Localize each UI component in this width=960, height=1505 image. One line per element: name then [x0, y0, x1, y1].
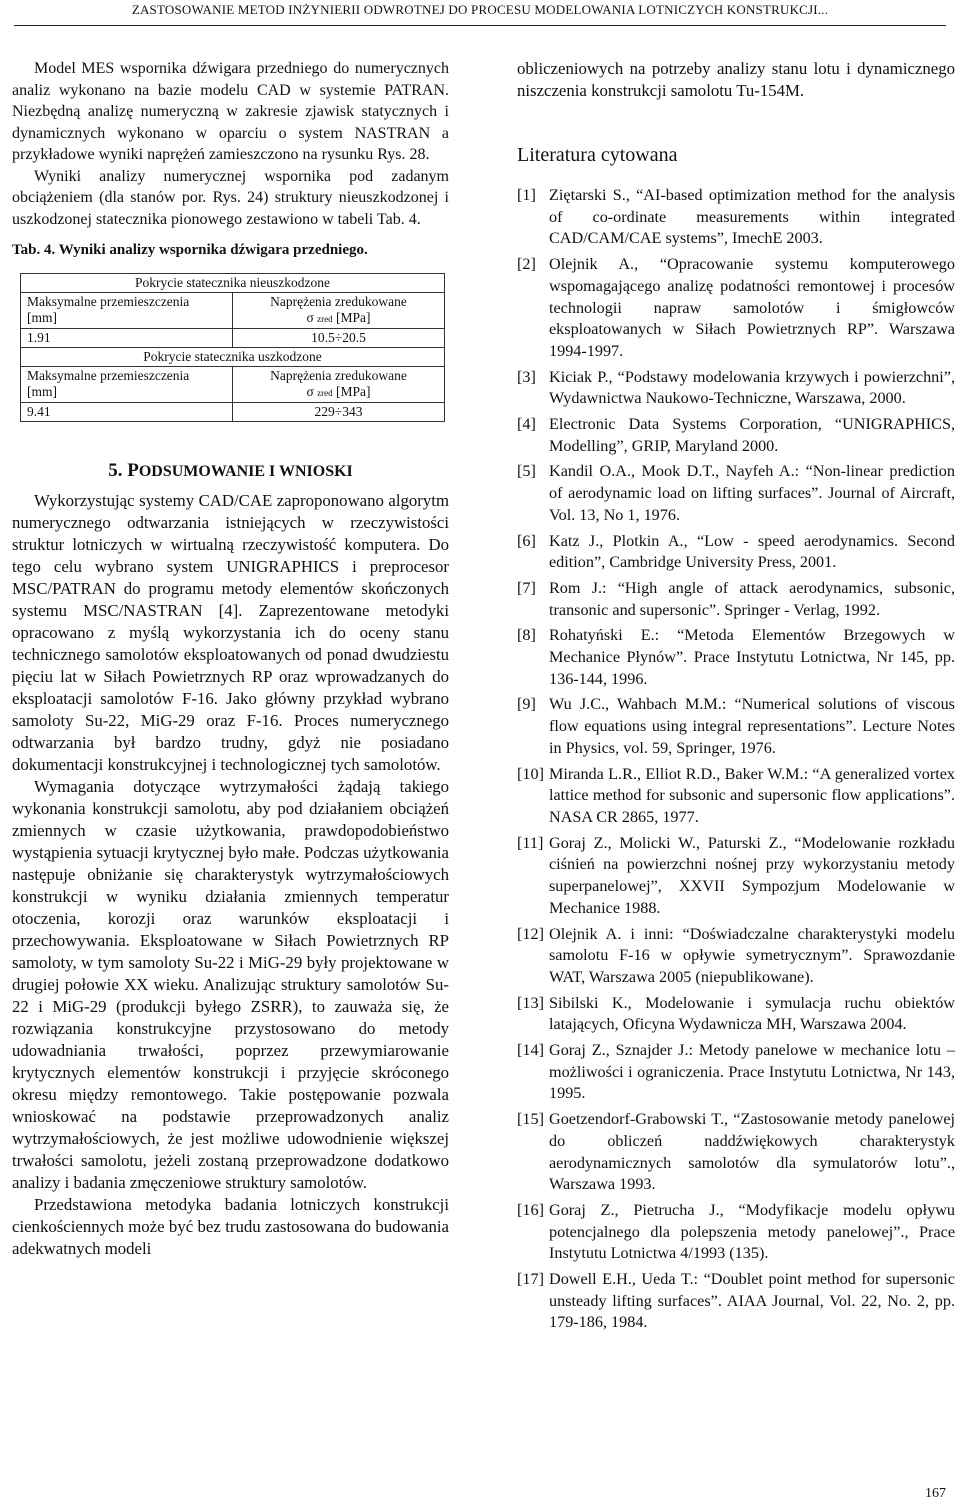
column-header-displacement [21, 293, 233, 329]
table-cell: 9.41 [21, 403, 233, 422]
displacement-label: Maksymalne przemieszczenia [27, 368, 190, 383]
section-title-rest: ODSUMOWANIE I WNIOSKI [138, 463, 353, 480]
reference-number: [4] [517, 415, 536, 434]
reference-item [517, 625, 955, 690]
table-header-row [21, 293, 445, 329]
reference-text: Rom J.: “High angle of attack aerodynamics, subsonic, transonic and supersonic”. Springer - Verlag, 1992. [549, 578, 955, 619]
reference-number: [8] [517, 626, 536, 645]
reference-item [517, 367, 955, 410]
reference-item [517, 924, 955, 989]
reference-text: Goetzendorf-Grabowski T., “Zastosowanie metody panelowej do obliczeń naddźwiękowych charakterystyk aerodynamicznych samolotów dla symulatorów lotu”., Warszawa 1993. [549, 1110, 955, 1194]
reference-text: Miranda L.R., Elliot R.D., Baker W.M.: “A generalized vortex lattice method for subsonic and supersonic flow applications”. NASA CR 2865, 1977. [549, 764, 955, 826]
reference-number: [15] [517, 1110, 544, 1129]
reference-item [517, 461, 955, 526]
references-list [517, 185, 955, 1334]
reference-item [517, 1269, 955, 1334]
reference-item [517, 694, 955, 759]
displacement-label: Maksymalne przemieszczenia [27, 294, 190, 309]
reference-text: Olejnik A. i inni: “Doświadczalne charakterystyki modelu samolotu F-16 w opływie symetrycznym”. Sprawozdanie WAT, Warszawa 2005 (niepublikowane). [549, 924, 955, 986]
reference-text: Wu J.C., Wahbach M.M.: “Numerical solutions of viscous flow equations using integral representations”. Lecture Notes in Physics, vol. 59, Springer, 1976. [549, 695, 955, 757]
reference-text: Electronic Data Systems Corporation, “UNIGRAPHICS, Modelling”, GRIP, Maryland 2000. [549, 415, 955, 455]
table-caption: Tab. 4. Wyniki analizy wspornika dźwigara przedniego. [12, 242, 368, 258]
sigma-subscript: zred [317, 314, 333, 324]
stress-unit: [MPa] [336, 310, 371, 325]
left-column [12, 58, 449, 1260]
table-cell: 1.91 [21, 329, 233, 348]
reference-number: [9] [517, 695, 536, 714]
displacement-unit: [mm] [27, 384, 57, 399]
right-column [517, 58, 955, 1338]
reference-text: Dowell E.H., Ueda T.: “Doublet point method for supersonic unsteady lifting surfaces”. AIAA Journal, Vol. 22, No. 2, pp. 179-186, 1984. [549, 1270, 955, 1332]
section-heading-conclusions [12, 460, 449, 482]
reference-number: [6] [517, 531, 536, 550]
reference-item [517, 531, 955, 574]
reference-number: [17] [517, 1270, 544, 1289]
paragraph-analysis-results: Wyniki analizy numerycznej wspornika pod zadanym obciążeniem (dla stanów por. Rys. 24) struktury nieuszkodzonej i uszkodzonej statecznika pionowego zestawiono w tabeli Tab. 4. [12, 167, 449, 228]
reference-number: [2] [517, 255, 536, 274]
table-cell: 229÷343 [233, 403, 445, 422]
stress-label: Naprężenia zredukowane [270, 294, 407, 309]
reference-text: Olejnik A., “Opracowanie systemu komputerowego wspomagającego analizę podatności remontowej i procesów technologii napraw samolotów i śmigłowców eksploatowanych w Siłach Powietrznych RP”. Warszawa 1994-1997. [549, 255, 955, 360]
reference-number: [13] [517, 993, 544, 1012]
paragraph-mes-model: Model MES wspornika dźwigara przedniego do numerycznych analiz wykonano na bazie modelu CAD w systemie PATRAN. Niezbędną analizę numeryczną w zakresie zjawisk statycznych i dynamicznych wykonano w oparciu o system NASTRAN a przykładowe wyniki naprężeń zamieszczono na rysunku Rys. 28. [12, 60, 449, 163]
reference-item [517, 254, 955, 363]
stress-unit: [MPa] [336, 384, 371, 399]
reference-text: Kiciak P., “Podstawy modelowania krzywych i powierzchni”, Wydawnictwa Naukowo-Techniczne, Warszawa, 2000. [549, 367, 955, 408]
reference-text: Sibilski K., Modelowanie i symulacja ruchu obiektów latających, Oficyna Wydawnicza MH, Warszawa 2004. [549, 993, 955, 1034]
reference-text: Kandil O.A., Mook D.T., Nayfeh A.: “Non-linear prediction of aerodynamic load on lifting surfaces”. Journal of Aircraft, Vol. 13, No 1, 1976. [549, 462, 955, 524]
stress-label: Naprężenia zredukowane [270, 368, 407, 383]
column-header-stress [233, 367, 445, 403]
paragraph-continuation: obliczeniowych na potrzeby analizy stanu lotu i dynamicznego niszczenia konstrukcji samolotu Tu-154M. [517, 59, 955, 100]
paragraph-summary-1: Wykorzystując systemy CAD/CAE zaproponowano algorytm numerycznego odtwarzania istniejących w rzeczywistości struktur lotniczych w wirtualną rzeczywistość komputera. Do tego celu wybrano system UNIGRAPHICS i preprocesor MSC/PATRAN do programu metody elementów skończonych systemu MSC/NASTRAN [4]. Zaprezentowane metodyki opracowano z myślą wykorzystania ich do oceny stanu technicznego samolotów eksploatowanych od ponad dwudziestu pięciu lat w Siłach Powietrznych RP oraz wprowadzanych do eksploatacji samolotów F-16. Jako główny przykład wybrano samoloty Su-22, MiG-29 oraz F-16. Proces numerycznego odtwarzania był bardzo trudny, gdyż nie posiadano dokumentacji konstrukcyjnej i technologicznej tych samolotów. [12, 491, 449, 774]
paragraph-summary-2: Wymagania dotyczące wytrzymałości żądają takiego wykonania konstrukcji samolotu, aby pod działaniem obciążeń zmiennych w czasie użytkowania, prawdopodobieństwo wystąpienia sytuacji krytycznej było małe. Podczas użytkowania następuje obniżanie się charakterystyk wytrzymałościowych konstrukcji w wyniku działania zmiennych temperatur otoczenia, korozji oraz warunków eksploatacji i przechowywania. Eksploatowane w Siłach Powietrznych RP samoloty, w tym samoloty Su-22 i MiG-29 były projektowane w drugiej połowie XX wieku. Analizując struktury samolotów Su-22 i MiG-29 (produkcji byłego ZSRR), to zauważa się, że rozwiązania konstrukcyjne przystosowano do metody udowadniania trwałości, poprzez przewymiarowanie krytycznych elementów konstrukcji i przyjęcie skróconego okresu między remontowego. Takie postępowanie pozwala wnioskować na podstawie przeprowadzonych analiz wytrzymałościowych, że jest możliwe udowodnienie większej trwałości samolotu, jeżeli zostaną przeprowadzone dodatkowo analizy i badania zmęczeniowe struktury samolotów. [12, 777, 449, 1192]
reference-item [517, 1200, 955, 1265]
reference-number: [14] [517, 1041, 544, 1060]
column-header-displacement [21, 367, 233, 403]
reference-text: Rohatyński E.: “Metoda Elementów Brzegowych w Mechanice Płynów”. Prace Instytutu Lotnictwa, Nr 145, pp. 136-144, 1996. [549, 626, 955, 688]
section-first-letter: P [127, 460, 139, 481]
table-section-undamaged: Pokrycie statecznika nieuszkodzone [21, 274, 445, 293]
reference-item [517, 764, 955, 829]
table-cell: 10.5÷20.5 [233, 329, 445, 348]
table-row [21, 403, 445, 422]
reference-item [517, 1040, 955, 1105]
sigma-subscript: zred [317, 388, 333, 398]
sigma-symbol: σ [306, 310, 314, 325]
section-number: 5. [108, 460, 123, 481]
results-table [20, 273, 445, 422]
table-header-row [21, 367, 445, 403]
running-header: ZASTOSOWANIE METOD INŻYNIERII ODWROTNEJ DO PROCESU MODELOWANIA LOTNICZYCH KONSTRUKCJI... [131, 2, 829, 17]
header-rule [14, 25, 946, 26]
reference-item [517, 414, 955, 457]
reference-text: Goraj Z., Molicki W., Paturski Z., “Modelowanie rozkładu ciśnień na powierzchni nośnej przy wykorzystaniu metody superpanelowej”, XXVII Sympozjum Modelowanie w Mechanice 1988. [549, 833, 955, 917]
displacement-unit: [mm] [27, 310, 57, 325]
reference-text: Goraj Z., Pietrucha J., “Modyfikacje modelu opływu potencjalnego dla polepszenia metody panelowej”., Prace Instytutu Lotnictwa 4/1993 (135). [549, 1200, 955, 1263]
table-section-damaged: Pokrycie statecznika uszkodzone [21, 348, 445, 367]
reference-number: [12] [517, 924, 544, 943]
reference-number: [5] [517, 462, 536, 481]
sigma-symbol: σ [306, 384, 314, 399]
column-header-stress [233, 293, 445, 329]
reference-item [517, 1109, 955, 1196]
reference-item [517, 833, 955, 920]
reference-item [517, 578, 955, 621]
references-heading: Literatura cytowana [517, 144, 678, 166]
reference-number: [11] [517, 833, 544, 852]
reference-text: Goraj Z., Sznajder J.: Metody panelowe w mechanice lotu – możliwości i ograniczenia. Prace Instytutu Lotnictwa, Nr 143, 1995. [549, 1041, 955, 1103]
page-number: 167 [925, 1486, 946, 1501]
reference-text: Ziętarski S., “AI-based optimization method for the analysis of co-ordinate measurements within integrated CAD/CAM/CAE systems”, ImechE 2003. [549, 186, 955, 248]
reference-text: Katz J., Plotkin A., “Low - speed aerodynamics. Second edition”, Cambridge University Press, 2001. [549, 531, 955, 572]
reference-number: [16] [517, 1200, 544, 1219]
reference-number: [7] [517, 578, 536, 597]
reference-number: [3] [517, 367, 536, 386]
paragraph-summary-3: Przedstawiona metodyka badania lotniczych konstrukcji cienkościennych może być bez trudu zastosowana do budowania adekwatnych modeli [12, 1195, 449, 1258]
reference-number: [1] [517, 186, 536, 204]
reference-number: [10] [517, 764, 544, 783]
reference-item [517, 993, 955, 1036]
reference-item [517, 185, 955, 250]
table-row [21, 329, 445, 348]
